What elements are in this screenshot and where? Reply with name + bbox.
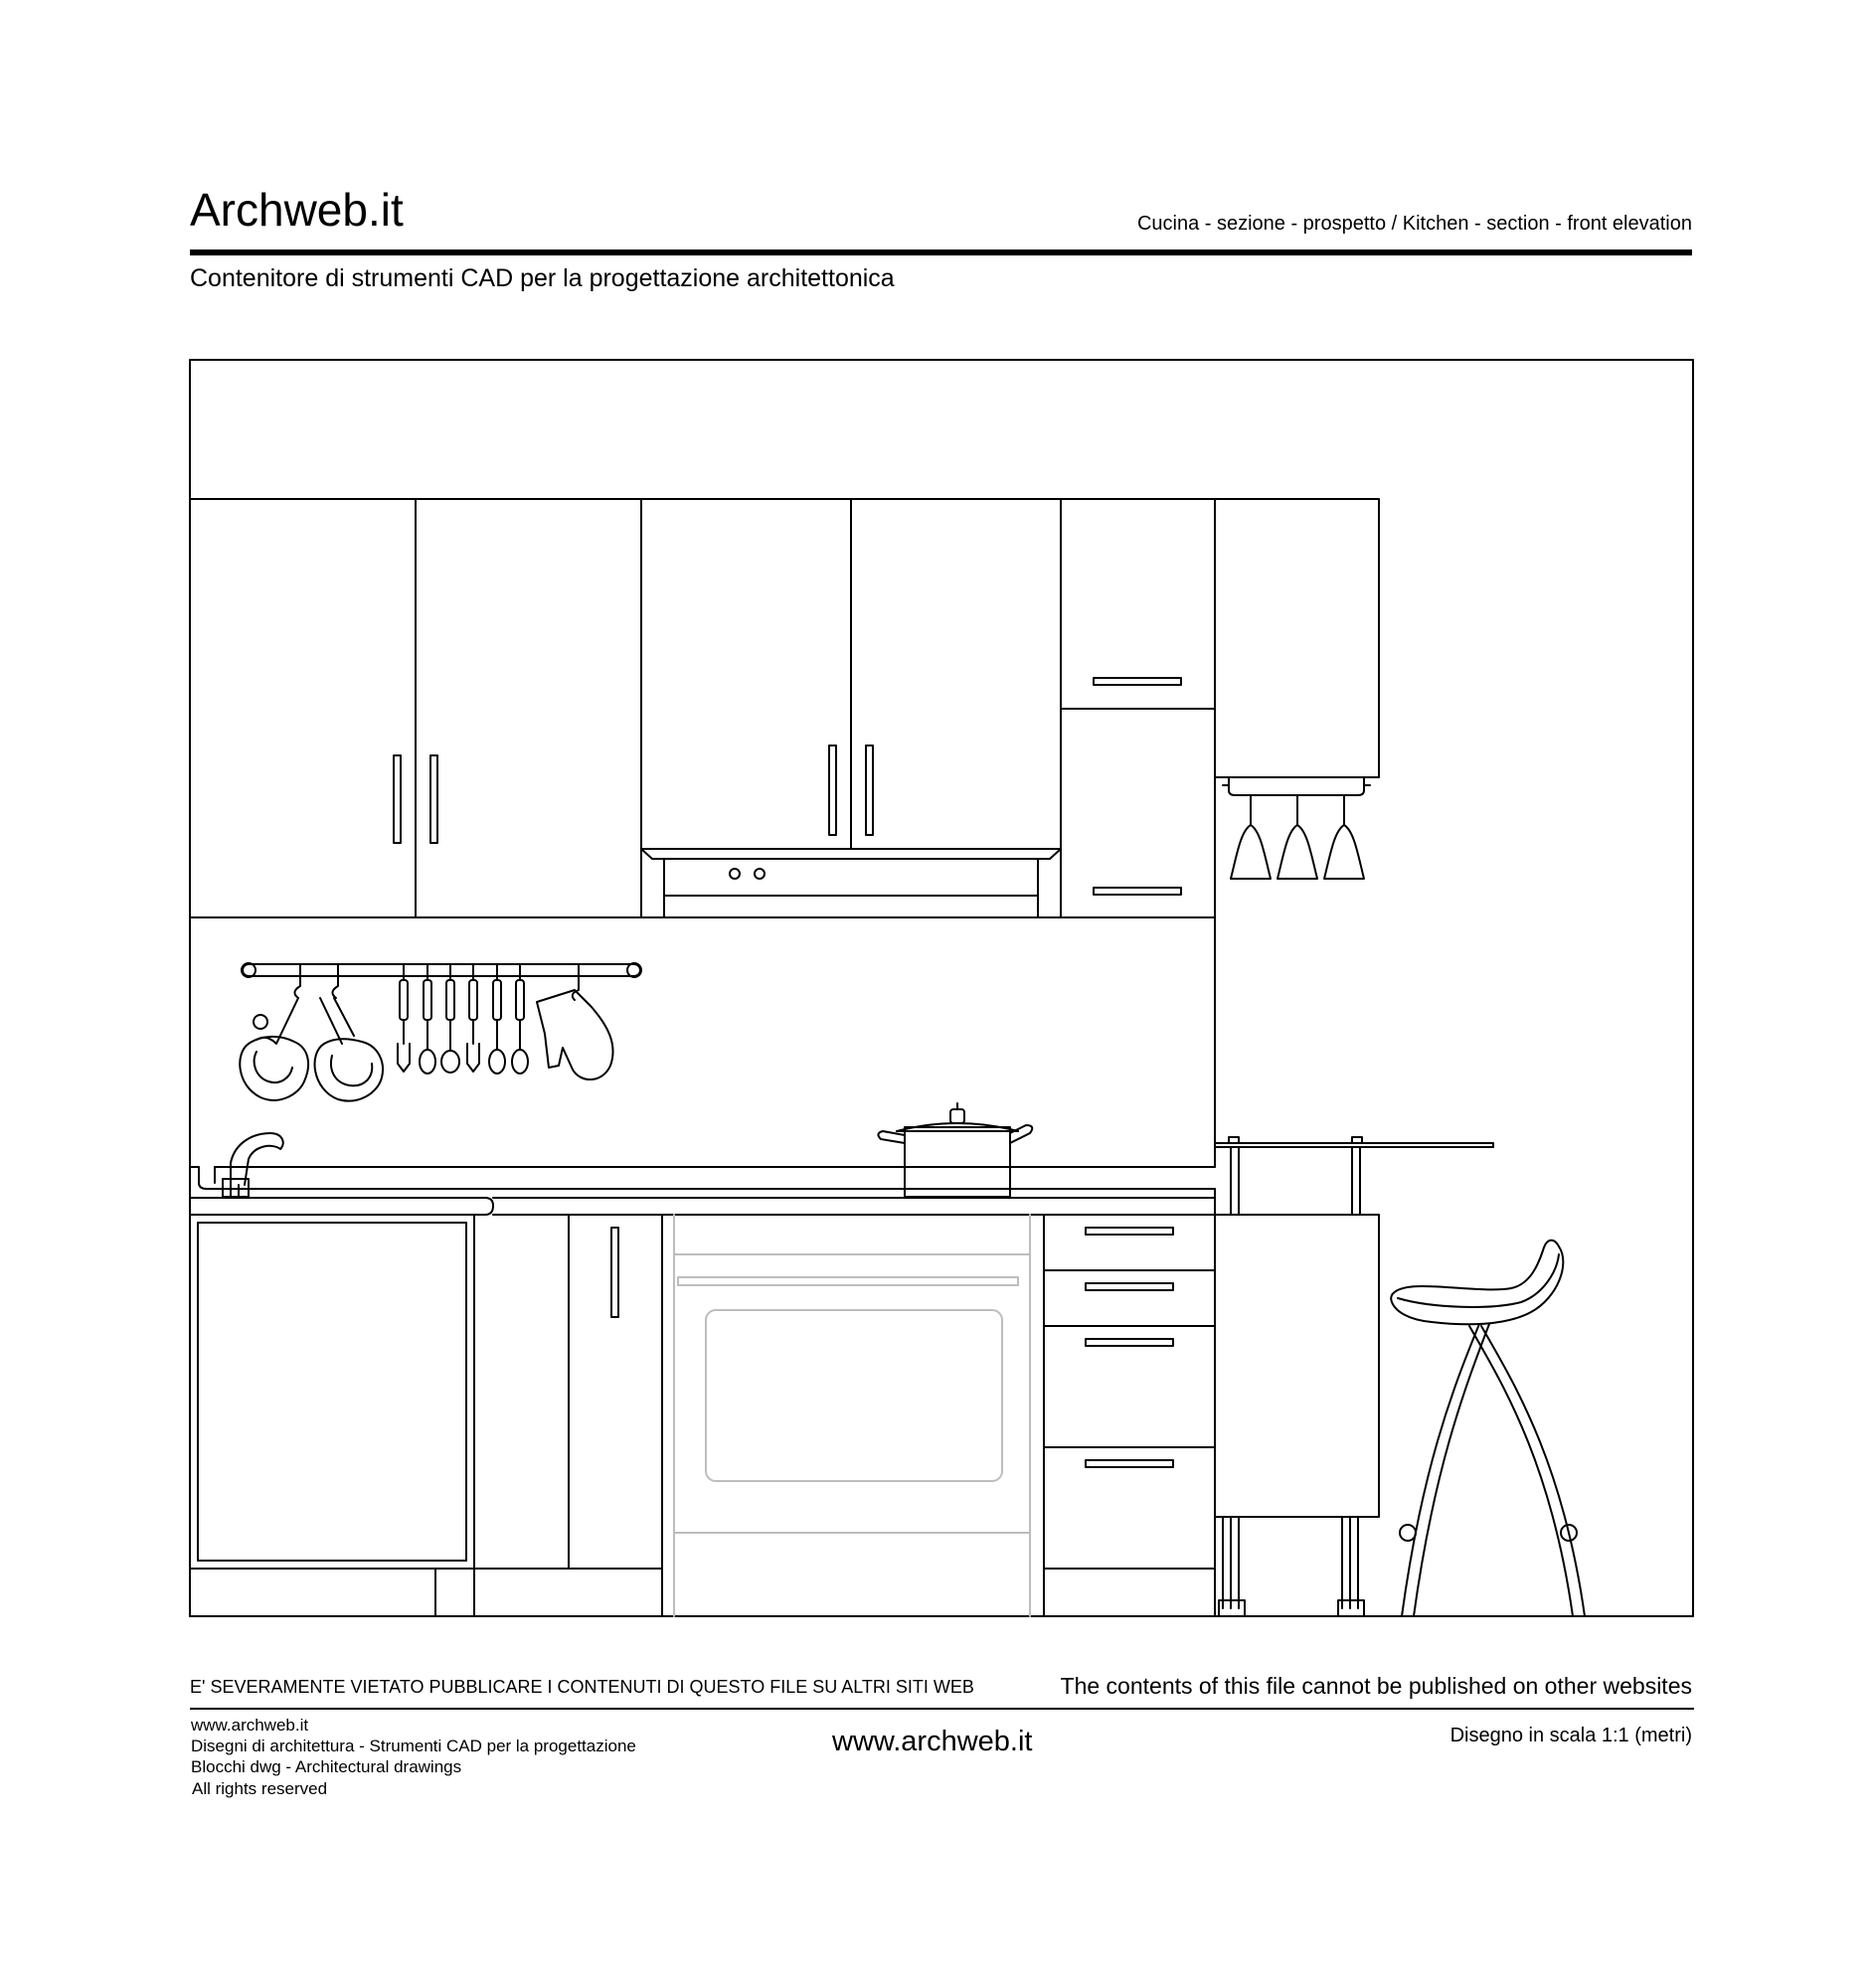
hanging-pan <box>315 976 383 1101</box>
bar-base-unit <box>1215 1215 1379 1517</box>
upper-cabinets <box>190 499 1379 917</box>
rail-bar <box>243 964 640 976</box>
breakfast-bar <box>1215 1137 1493 1616</box>
oven-control-strip <box>678 1277 1018 1285</box>
footer-info-line: All rights reserved <box>192 1779 328 1798</box>
utensil-rail <box>240 963 641 1101</box>
countertop <box>190 1167 1215 1215</box>
cabinet-handle <box>394 755 401 843</box>
cooking-pot <box>878 1103 1032 1197</box>
hanging-wine-glass <box>1324 795 1364 879</box>
bar-stool <box>1391 1241 1585 1616</box>
drawer-handle <box>1086 1339 1173 1346</box>
footer-website-url: www.archweb.it <box>832 1726 1033 1757</box>
hanging-pan <box>240 976 308 1100</box>
drawer-handle <box>1086 1460 1173 1467</box>
drawer-handle <box>1086 1283 1173 1290</box>
footer-rule <box>190 1708 1694 1710</box>
hanging-fork <box>398 964 410 1072</box>
base-cabinets <box>190 1215 1215 1616</box>
drawing-title: Cucina - sezione - prospetto / Kitchen - section - front elevation <box>1136 213 1692 235</box>
hanging-fork <box>467 964 479 1072</box>
upper-cabinet-right <box>1215 499 1379 777</box>
drawer-handle <box>1094 888 1181 895</box>
cabinet-handle <box>430 755 437 843</box>
dishwasher-door <box>198 1223 466 1561</box>
oven-window <box>706 1310 1002 1481</box>
glass-rack <box>1223 777 1370 795</box>
footer-info-line: www.archweb.it <box>191 1716 309 1735</box>
cabinet-handle <box>611 1228 618 1317</box>
drawing-scale: Disegno in scala 1:1 (metri) <box>1449 1725 1692 1746</box>
oven-mitt <box>537 976 613 1079</box>
drawer-handle <box>1094 678 1181 685</box>
footer-info-line: Disegni di architettura - Strumenti CAD per la progettazione <box>191 1737 636 1755</box>
hanging-wine-glass <box>1278 795 1317 879</box>
hanging-ladle <box>441 964 459 1073</box>
range-hood <box>641 849 1061 917</box>
hanging-wine-glass <box>1231 795 1271 879</box>
drawer-handle <box>1086 1228 1173 1235</box>
copyright-notice-italian: E' SEVERAMENTE VIETATO PUBBLICARE I CONTENUTI DI QUESTO FILE SU ALTRI SITI WEB <box>190 1677 974 1697</box>
oven <box>674 1215 1030 1616</box>
copyright-notice-english: The contents of this file cannot be published on other websites <box>1060 1673 1692 1699</box>
hood-knob <box>755 869 765 879</box>
cabinet-handle <box>866 746 873 835</box>
cabinet-handle <box>829 746 836 835</box>
hanging-whisk <box>489 964 505 1074</box>
dishwasher <box>190 1215 474 1569</box>
brand-logo-text: Archweb.it <box>190 184 404 236</box>
hanging-spoon <box>512 964 528 1074</box>
footer-info-line: Blocchi dwg - Architectural drawings <box>191 1757 462 1776</box>
hood-knob <box>730 869 740 879</box>
hanging-spoon <box>420 964 435 1074</box>
sink-faucet <box>223 1133 283 1197</box>
drawing-subtitle: Contenitore di strumenti CAD per la progettazione architettonica <box>190 264 895 292</box>
